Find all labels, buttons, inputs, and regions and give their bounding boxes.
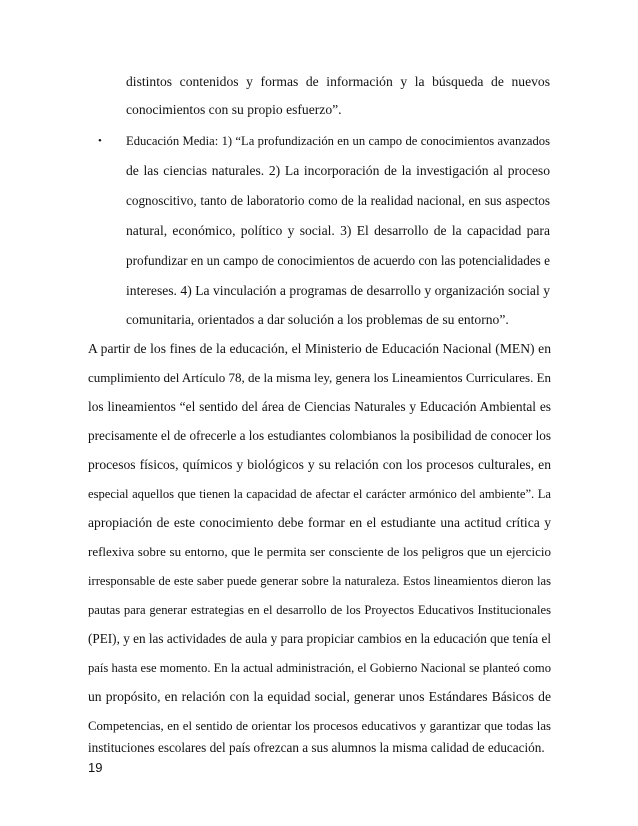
bullet-line-6: intereses. 4) La vinculación a programas de desarrollo y organización social y [126,283,550,298]
bullet-line-3: cognoscitivo, tanto de laboratorio como de la realidad nacional, en sus aspectos [126,193,550,208]
paragraph-line-14: Competencias, en el sentido de orientar los procesos educativos y garantizar que todas las [88,719,551,733]
paragraph-line-1: A partir de los fines de la educación, el Ministerio de Educación Nacional (MEN) en [88,341,551,356]
paragraph-line-12: país hasta ese momento. En la actual administración, el Gobierno Nacional se planteó como [88,661,551,675]
continuation-line-2: conocimientos con su propio esfuerzo”. [126,102,342,117]
paragraph-line-6: especial aquellos que tienen la capacidad de afectar el carácter armónico del ambiente”. La [88,487,551,501]
bullet-marker: • [98,135,102,147]
bullet-line-5: profundizar en un campo de conocimientos de acuerdo con las potencialidades e [126,253,550,268]
paragraph-line-4: precisamente el de ofrecerle a los estudiantes colombianos la posibilidad de conocer los [88,428,551,443]
paragraph-line-2: cumplimiento del Artículo 78, de la misma ley, genera los Lineamientos Curriculares. En [88,370,552,385]
page-number: 19 [88,760,103,775]
paragraph-line-13: un propósito, en relación con la equidad social, generar unos Estándares Básicos de [88,689,551,704]
continuation-line-1: distintos contenidos y formas de información y la búsqueda de nuevos [126,74,550,89]
paragraph-line-9: irresponsable de este saber puede generar sobre la naturaleza. Estos lineamientos dieron las [88,574,551,588]
paragraph-line-10: pautas para generar estrategias en el desarrollo de los Proyectos Educativos Institucionales [88,603,551,617]
paragraph-line-7: apropiación de este conocimiento debe formar en el estudiante una actitud crítica y [88,515,551,530]
bullet-line-4: natural, económico, político y social. 3) El desarrollo de la capacidad para [126,223,550,238]
paragraph-line-3: los lineamientos “el sentido del área de Ciencias Naturales y Educación Ambiental es [88,399,551,414]
bullet-line-1: Educación Media: 1) “La profundización en un campo de conocimientos avanzados [126,134,550,148]
paragraph-line-5: procesos físicos, químicos y biológicos y su relación con los procesos culturales, en [88,457,551,472]
bullet-line-2: de las ciencias naturales. 2) La incorporación de la investigación al proceso [126,163,550,178]
paragraph-line-8: reflexiva sobre su entorno, que le permita ser consciente de los peligros que un ejercicio [88,544,551,559]
paragraph-line-11: (PEI), y en las actividades de aula y para propiciar cambios en la educación que tenía el [88,631,551,646]
paragraph-line-15: instituciones escolares del país ofrezcan a sus alumnos la misma calidad de educación. [88,740,545,755]
bullet-line-7: comunitaria, orientados a dar solución a los problemas de su entorno”. [126,312,509,327]
